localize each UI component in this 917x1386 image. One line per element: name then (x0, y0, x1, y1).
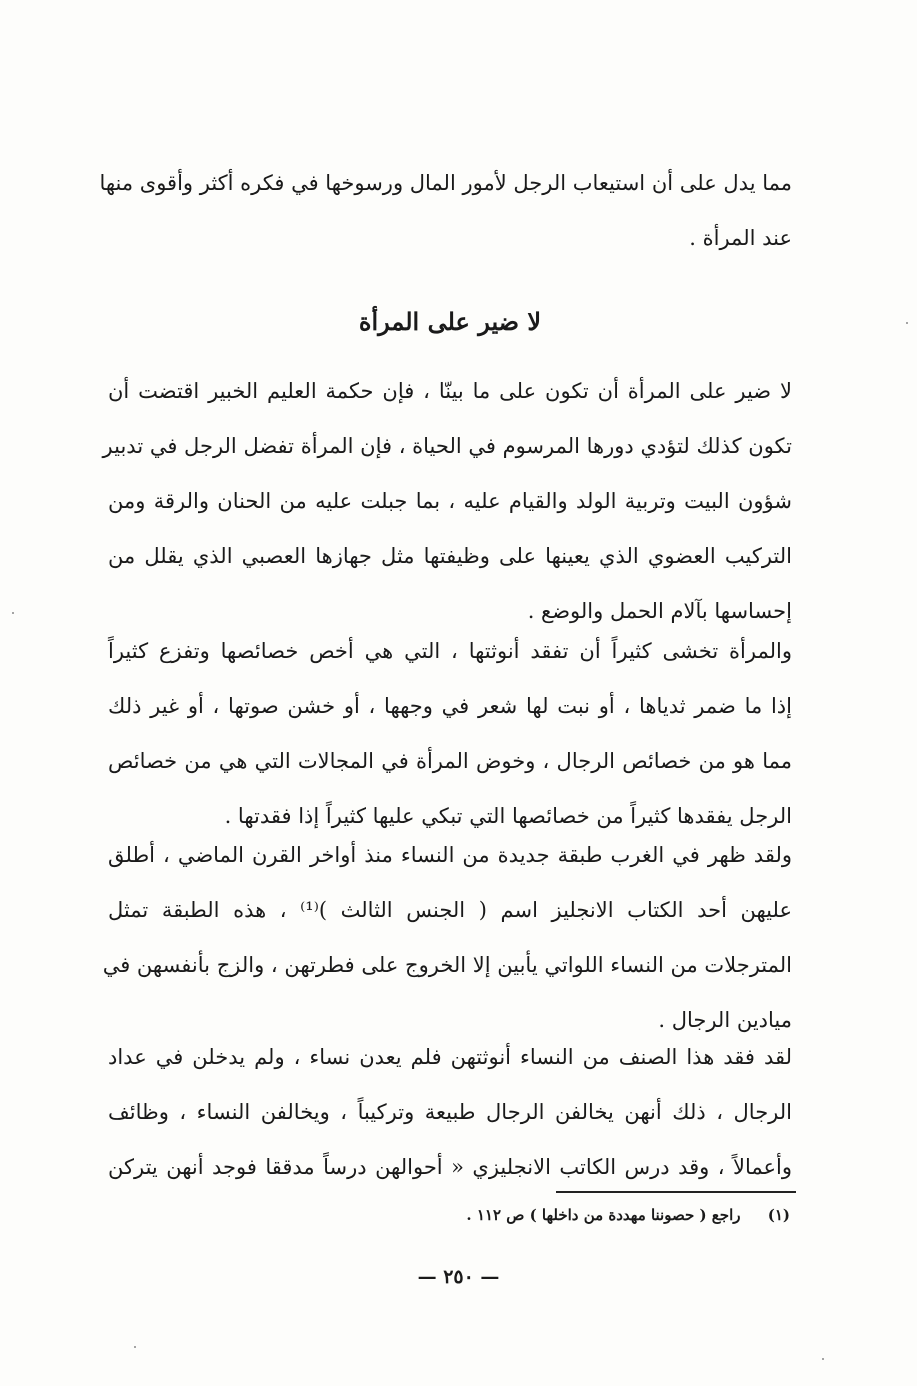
text-line: المترجلات من النساء اللواتي يأبين إلا الخروج على فطرتهن ، والزج بأنفسهن في (102, 953, 792, 977)
text-line: والمرأة تخشى كثيراً أن تفقد أنوثتها ، التي هي أخص خصائصها وتفزع كثيراً (108, 639, 792, 663)
footnote-mark: (١) (767, 1206, 790, 1224)
text-line: مما هو من خصائص الرجال ، وخوض المرأة في المجالات التي هي من خصائص (108, 749, 792, 773)
text-line: لا ضير على المرأة أن تكون على ما بينّا ، فإن حكمة العليم الخبير اقتضت أن (108, 379, 792, 403)
scan-speck (134, 1346, 136, 1348)
text-line: عند المرأة . (689, 226, 792, 250)
paragraph-2 (108, 624, 792, 844)
paragraph-3 (102, 828, 793, 1048)
paragraph-1 (102, 364, 792, 639)
footnote (300, 1202, 790, 1228)
text-line: وأعمالاً ، وقد درس الكاتب الانجليزي « أحوالهن درساً مدققا فوجد أنهن يتركن (108, 1155, 792, 1179)
text-line: ولقد ظهر في الغرب طبقة جديدة من النساء منذ أواخر القرن الماضي ، أطلق (108, 843, 792, 867)
text-line: مما يدل على أن استيعاب الرجل لأمور المال ورسوخها في فكره أكثر وأقوى منها (99, 171, 792, 195)
text-line: إحساسها بآلام الحمل والوضع . (527, 599, 792, 623)
scan-speck (822, 1358, 824, 1360)
text-line: عليهن أحد الكتاب الانجليز اسم ( الجنس الثالث )⁽¹⁾ ، هذه الطبقة تمثل (108, 898, 793, 922)
text-line: الرجال ، ذلك أنهن يخالفن الرجال طبيعة وتركيباً ، ويخالفن النساء ، وظائف (108, 1100, 792, 1124)
intro-paragraph (99, 156, 792, 266)
footnote-separator (556, 1191, 796, 1193)
page-number: — ٢٥٠ — (417, 1266, 500, 1288)
scan-speck (906, 322, 908, 324)
text-line: شؤون البيت وتربية الولد والقيام عليه ، بما جبلت عليه من الحنان والرقة ومن (108, 489, 792, 513)
paragraph-4 (108, 1030, 792, 1195)
text-line: ميادين الرجال . (658, 1008, 792, 1032)
text-line: تكون كذلك لتؤدي دورها المرسوم في الحياة ، فإن المرأة تفضل الرجل في تدبير (102, 434, 792, 458)
text-line: الرجل يفقدها كثيراً من خصائصها التي تبكي عليها كثيراً إذا فقدتها . (224, 804, 792, 828)
text-line: إذا ما ضمر ثدياها ، أو نبت لها شعر في وجهها ، أو خشن صوتها ، أو غير ذلك (108, 694, 792, 718)
text-line: التركيب العضوي الذي يعينها على وظيفتها مثل جهازها العصبي الذي يقلل من (108, 544, 792, 568)
text-line: لقد فقد هذا الصنف من النساء أنوثتهن فلم يعدن نساء ، ولم يدخلن في عداد (108, 1045, 792, 1069)
section-heading: لا ضير على المرأة (358, 307, 542, 336)
footnote-text: راجع ( حصوننا مهددة من داخلها ) ص ١١٢ . (466, 1206, 741, 1224)
scan-speck (12, 612, 14, 614)
